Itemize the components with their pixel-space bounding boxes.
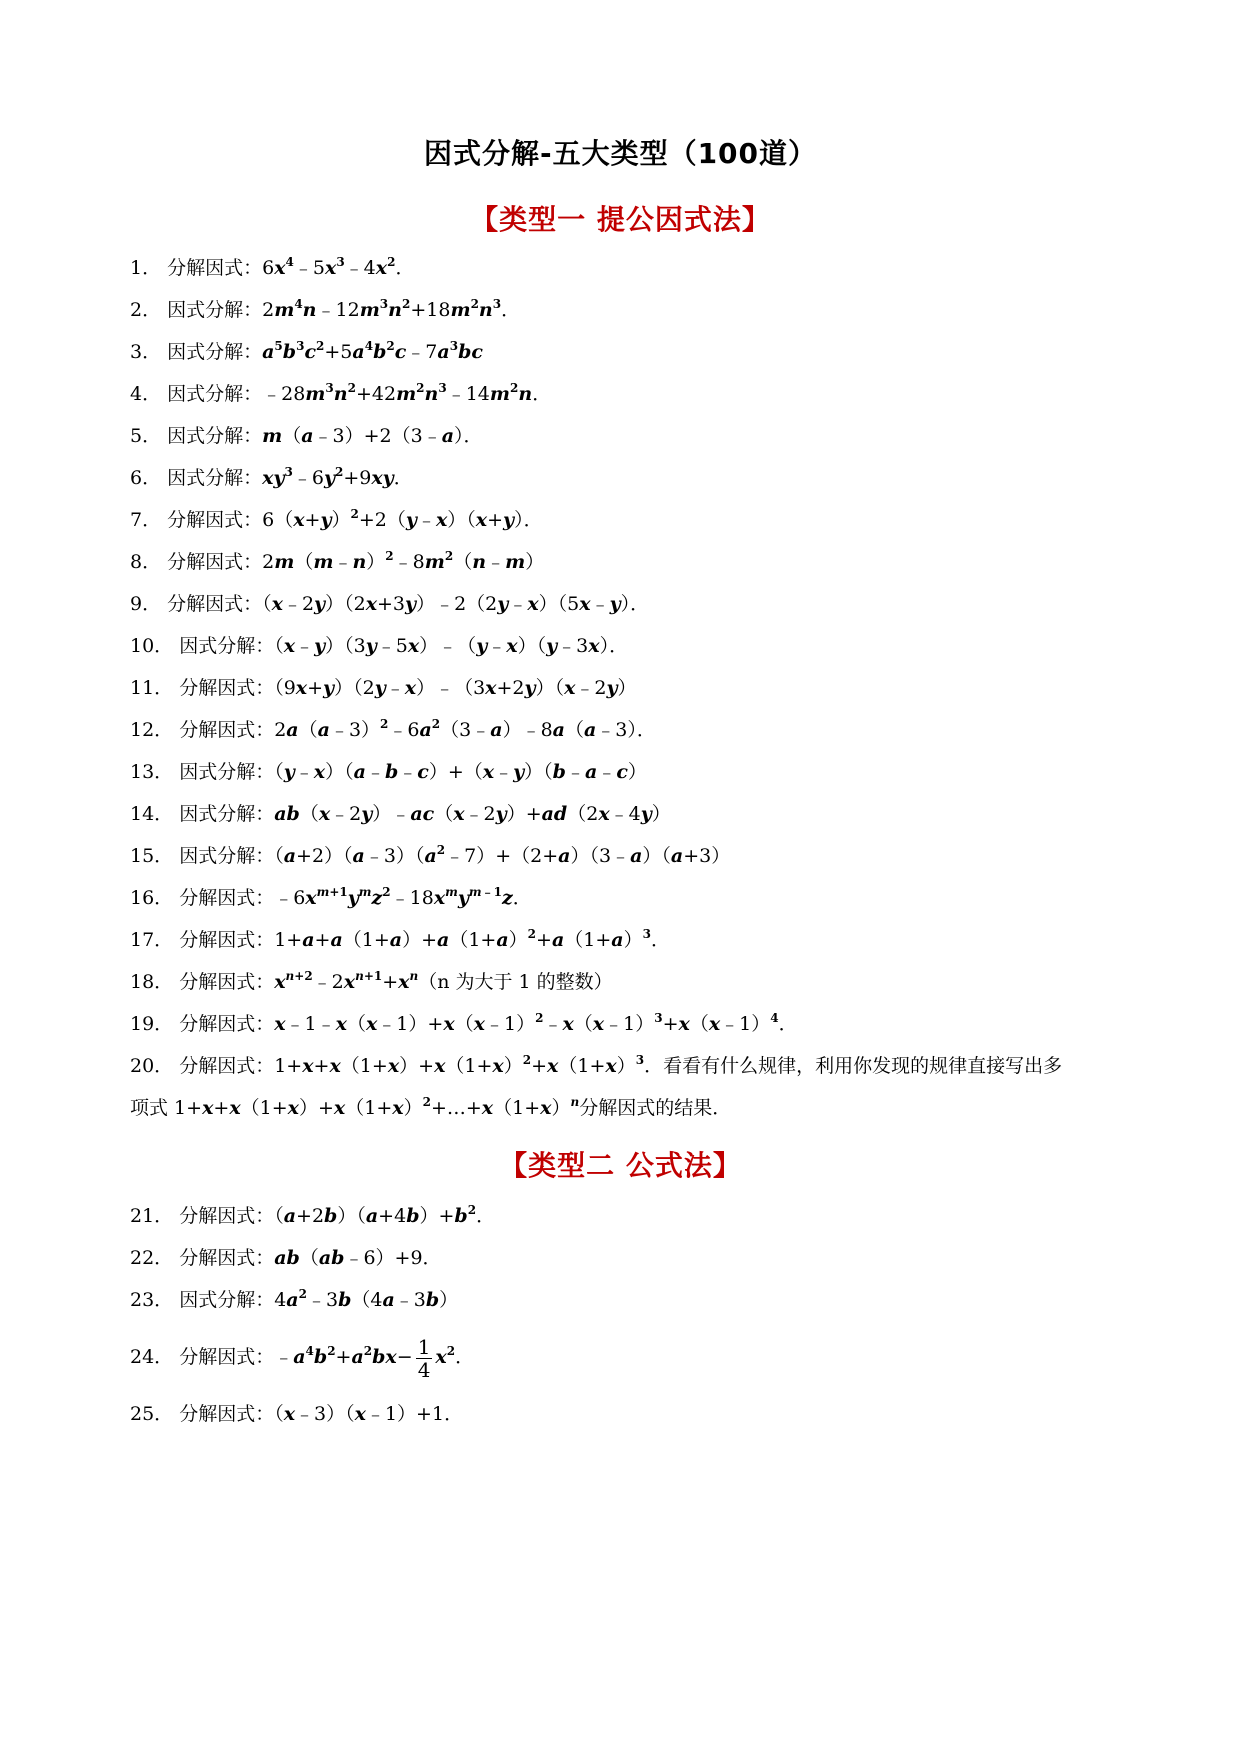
problem-23 xyxy=(130,1286,1131,1314)
problem-number: 2． xyxy=(130,299,162,321)
fraction-one-quarter: $\frac{1}{4}$ xyxy=(417,1334,431,1382)
problem-expression: $xy^3﹣6y^2+9xy$． xyxy=(262,465,413,489)
problem-expression: （x﹣2y）（2x+3y）﹣2（2y﹣x）（5x﹣y）． xyxy=(262,593,650,615)
problem-number: 11． xyxy=(130,677,174,699)
problem-expression: x﹣1﹣x（x﹣1）+x（x﹣1）$^2$﹣x（x﹣1）$^3$+x（x﹣1）$^4$． xyxy=(274,1011,798,1035)
problem-number: 6． xyxy=(130,467,162,489)
problem-label: 因式分解： xyxy=(179,803,275,825)
problem-17 xyxy=(130,926,1131,954)
problem-8 xyxy=(130,548,1131,576)
problem-1 xyxy=(130,254,1131,282)
problem-expression: （9x+y）（2y﹣x）﹣（3x+2y）（x﹣2y） xyxy=(274,677,637,699)
problem-20-continued xyxy=(130,1094,1131,1122)
problem-number: 14． xyxy=(130,803,174,825)
problem-expression: （x﹣y）（3y﹣5x）﹣（y﹣x）（y﹣3x）． xyxy=(274,635,629,657)
section-heading-type-two: 【类型二 公式法】 xyxy=(499,1149,742,1182)
problem-expression: $﹣6x^{m+1}y^mz^2﹣18x^my^{m﹣1}z$． xyxy=(274,885,532,909)
problem-number: 13． xyxy=(130,761,174,783)
problem-22 xyxy=(130,1244,1131,1272)
problem-expression: ab（x﹣2y）﹣ac（x﹣2y）+ad（2x﹣4y） xyxy=(274,803,671,825)
problem-expression: $1+a+a(1+a)+a(1+a)^2+a(1+a)^3$． xyxy=(274,927,670,951)
problem-number: 4． xyxy=(130,383,162,405)
problem-label: 分解因式： xyxy=(179,677,275,699)
problem-20 xyxy=(130,1052,1131,1080)
problem-number: 20． xyxy=(130,1055,174,1077)
problem-expression: $2a(a﹣3)^2﹣6a^2(3﹣a)﹣8a(a﹣3)$． xyxy=(274,717,656,741)
problem-number: 24． xyxy=(130,1346,174,1368)
problem-number: 23． xyxy=(130,1289,174,1311)
problem-18 xyxy=(130,968,1131,996)
problem-15 xyxy=(130,842,1131,870)
problem-note: （n 为大于 1 的整数） xyxy=(418,971,613,993)
problem-expression: （y﹣x）（a﹣b﹣c）+（x﹣y）（b﹣a﹣c） xyxy=(274,761,647,783)
problem-label: 因式分解： xyxy=(179,845,275,867)
problem-label: 分解因式： xyxy=(167,509,263,531)
problem-label: 分解因式： xyxy=(179,719,275,741)
problem-label: 分解因式： xyxy=(179,971,275,993)
problem-expression: $(a+2)(a﹣3)(a^2﹣7)+(2+a)(3﹣a)(a+3)$ xyxy=(274,843,731,867)
problem-expression: $4a^2﹣3b(4a﹣3b)$ xyxy=(274,1287,459,1311)
problem-4 xyxy=(130,380,1131,408)
problem-9 xyxy=(130,590,1131,618)
problem-expression: $﹣a^4b^2+a^2bx-$ $\frac{1}{4}$ $x^2$． xyxy=(274,1334,475,1382)
problem-number: 3． xyxy=(130,341,162,363)
problem-label: 因式分解： xyxy=(179,761,275,783)
problem-label: 分解因式： xyxy=(179,1013,275,1035)
problem-expression: $2m^4n﹣12m^3n^2+18m^2n^3$． xyxy=(262,297,521,321)
problem-expression: $1+x+x(1+x)+x(1+x)^2+x(1+x)^3$ xyxy=(274,1053,645,1077)
problem-14 xyxy=(130,800,1131,828)
problem-number: 21． xyxy=(130,1205,174,1227)
problem-10 xyxy=(130,632,1131,660)
problem-3 xyxy=(130,338,1131,366)
problem-label: 分解因式： xyxy=(167,257,263,279)
problem-6 xyxy=(130,464,1131,492)
problem-label: 分解因式： xyxy=(179,887,275,909)
problem-number: 1． xyxy=(130,257,162,279)
problem-label: 因式分解： xyxy=(167,341,263,363)
document-title: 因式分解-五大类型（100道） xyxy=(423,137,818,170)
problem-label: 分解因式： xyxy=(179,929,275,951)
problem-number: 15． xyxy=(130,845,174,867)
problem-number: 9． xyxy=(130,593,162,615)
problem-number: 18． xyxy=(130,971,174,993)
problem-label: 因式分解： xyxy=(167,383,263,405)
problem-label: 因式分解： xyxy=(167,467,263,489)
problem-label: 分解因式： xyxy=(167,551,263,573)
problem-5 xyxy=(130,422,1131,450)
problem-number: 22． xyxy=(130,1247,174,1269)
problem-expression: $2m(m﹣n)^2﹣8m^2(n﹣m)$ xyxy=(262,549,545,573)
problem-2 xyxy=(130,296,1131,324)
problem-21 xyxy=(130,1202,1131,1230)
problem-19 xyxy=(130,1010,1131,1038)
problem-expression: $a^5b^3c^2+5a^4b^2c﹣7a^3bc$ xyxy=(262,339,483,363)
problem-number: 19． xyxy=(130,1013,174,1035)
problem-number: 8． xyxy=(130,551,162,573)
problem-note: ．看看有什么规律，利用你发现的规律直接写出多 xyxy=(644,1055,1063,1077)
problem-expression: $6(x+y)^2+2(y﹣x)(x+y)$． xyxy=(262,507,543,531)
problem-label: 因式分解： xyxy=(167,425,263,447)
problem-7 xyxy=(130,506,1131,534)
problem-13 xyxy=(130,758,1131,786)
problem-expression: （x﹣3）（x﹣1）+1． xyxy=(274,1403,464,1425)
problem-label: 分解因式： xyxy=(179,1247,275,1269)
problem-16 xyxy=(130,884,1131,912)
problem-number: 16． xyxy=(130,887,174,909)
problem-expression: ab（ab﹣6）+9． xyxy=(274,1247,442,1269)
problem-note: 项式 xyxy=(130,1097,175,1119)
problem-label: 因式分解： xyxy=(179,635,275,657)
problem-expression: $6x^4﹣5x^3﹣4x^2$． xyxy=(262,255,415,279)
problem-number: 7． xyxy=(130,509,162,531)
problem-number: 12． xyxy=(130,719,174,741)
problem-number: 25． xyxy=(130,1403,174,1425)
problem-label: 因式分解： xyxy=(179,1289,275,1311)
problem-label: 分解因式： xyxy=(179,1403,275,1425)
problem-label: 分解因式： xyxy=(179,1055,275,1077)
problem-expression: m（a﹣3）+2（3﹣a）． xyxy=(262,425,483,447)
problem-expression: $(a+2b)(a+4b)+b^2$． xyxy=(274,1203,496,1227)
problem-label: 分解因式： xyxy=(167,593,263,615)
section-heading-type-one: 【类型一 提公因式法】 xyxy=(470,203,771,236)
problem-label: 分解因式： xyxy=(179,1346,275,1368)
problem-24 xyxy=(130,1334,1131,1381)
problem-number: 17． xyxy=(130,929,174,951)
problem-25 xyxy=(130,1400,1131,1428)
problem-number: 5． xyxy=(130,425,162,447)
problem-label: 分解因式： xyxy=(179,1205,275,1227)
problem-expression: $﹣28m^3n^2+42m^2n^3﹣14m^2n$． xyxy=(262,381,552,405)
problem-label: 因式分解： xyxy=(167,299,263,321)
problem-expression: $x^{n+2}﹣2x^{n+1}+x^n$ xyxy=(274,969,419,993)
problem-expression: $1+x+x(1+x)+x(1+x)^2+\dots+x(1+x)^n$ xyxy=(174,1095,580,1119)
problem-note: 分解因式的结果． xyxy=(579,1097,732,1119)
problem-11 xyxy=(130,674,1131,702)
problem-number: 10． xyxy=(130,635,174,657)
problem-12 xyxy=(130,716,1131,744)
